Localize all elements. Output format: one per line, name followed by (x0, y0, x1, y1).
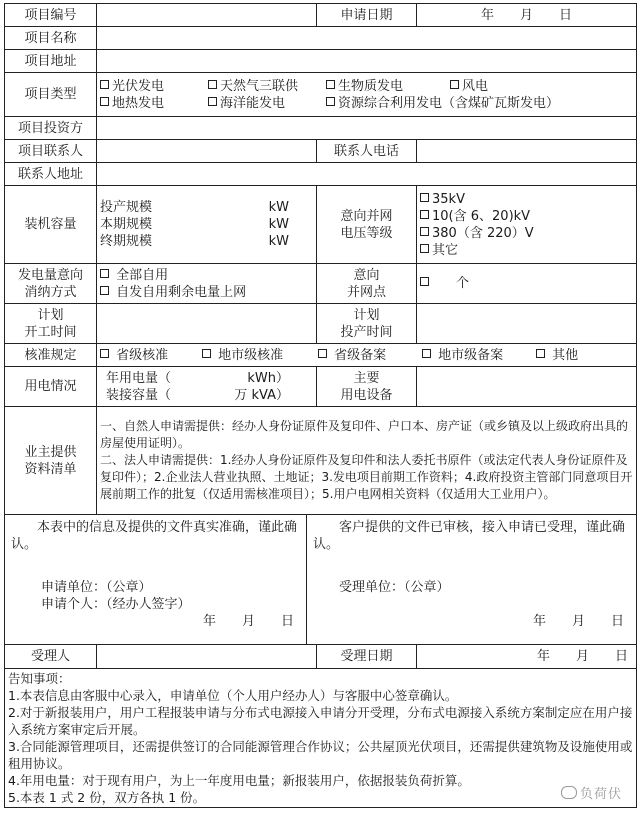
checkbox-icon[interactable] (208, 80, 217, 89)
capacity-row: 终期规模 kW (100, 234, 290, 249)
power-use-fields[interactable] (97, 367, 317, 407)
project-addr-field[interactable] (97, 50, 637, 73)
notice-section (5, 669, 637, 808)
notice-item: 5.本表 1 式 2 份，双方各执 1 份。 (8, 790, 206, 805)
checkbox-icon[interactable] (422, 349, 431, 358)
capacity-label: 装机容量 (5, 186, 97, 264)
owner-docs-item: 一、自然人申请需提供：经办人身份证原件及复印件、户口本、房产证（或乡镇及以上级政府出具的房屋使用证明）。 (100, 419, 629, 450)
receiver-label: 受理人 (5, 645, 97, 669)
approval-option[interactable]: 省级核准 (100, 347, 202, 364)
applicant-date[interactable]: 年 月 日 (202, 614, 294, 629)
project-name-field[interactable] (97, 27, 637, 50)
main-equip-label: 主要 用电设备 (317, 367, 417, 407)
acceptor-confirm: 客户提供的文件已审核，接入申请已受理，谨此确认。 受理单位：（公章） 年 月 日 (307, 515, 637, 645)
acceptor-date[interactable]: 年 月 日 (533, 614, 625, 629)
notice-item: 2.对于新报装用户，用户工程报装申请与分布式电源接入申请分开受理，分布式电源接入系统方案制定应在用户接入系统方案审定后开展。 (8, 705, 633, 737)
project-type-label: 项目类型 (5, 73, 97, 117)
checkbox-icon[interactable] (208, 97, 217, 106)
annual-use-row: 年用电量（ kWh） (106, 370, 290, 386)
voltage-option[interactable]: 其它 (420, 242, 633, 259)
checkbox-icon[interactable] (450, 80, 459, 89)
plan-prod-label: 计划 投产时间 (317, 304, 417, 344)
install-cap-row: 装接容量（ 万 kVA） (106, 387, 290, 403)
contact-addr-field[interactable] (97, 163, 637, 186)
watermark: 负荷伏 (561, 783, 622, 802)
capacity-row: 投产规模 kW (100, 200, 290, 215)
type-option[interactable]: 海洋能发电 (208, 95, 326, 112)
notice-item: 4.年用电量：对于现有用户，为上一年度用电量；新报装用户，依据报装负荷折算。 (8, 773, 470, 788)
checkbox-icon[interactable] (420, 227, 429, 236)
notice-item: 1.本表信息由客服中心录入，申请单位（个人用户经办人）与客服中心签章确认。 (8, 688, 458, 703)
contact-phone-field[interactable] (417, 140, 637, 163)
applicant-unit-sign[interactable]: 申请单位：（公章） (41, 580, 152, 595)
project-no-label: 项目编号 (5, 4, 97, 27)
approval-option[interactable]: 地市级备案 (422, 347, 536, 364)
plan-prod-field[interactable] (417, 304, 637, 344)
grid-point-field[interactable]: 个 (417, 264, 637, 304)
checkbox-icon[interactable] (100, 286, 109, 295)
power-use-label: 用电情况 (5, 367, 97, 407)
consume-option[interactable]: 自发自用剩余电量上网 (100, 284, 313, 301)
voltage-option[interactable]: 380（含 220）V (420, 225, 633, 242)
type-option[interactable]: 生物质发电 (326, 78, 450, 95)
applicant-person-sign[interactable]: 申请个人：（经办人签字） (41, 597, 191, 612)
accept-date-field[interactable]: 年 月 日 (417, 645, 637, 669)
owner-docs-label: 业主提供 资料清单 (5, 407, 97, 515)
checkbox-icon[interactable] (318, 349, 327, 358)
voltage-label: 意向并网 电压等级 (317, 186, 417, 264)
applicant-confirm: 本表中的信息及提供的文件真实准确，谨此确认。 申请单位：（公章） 申请个人：（经办人签字） 年 月 日 (5, 515, 307, 645)
consume-options (97, 264, 317, 304)
project-no-field[interactable] (97, 4, 317, 27)
accept-date-label: 受理日期 (317, 645, 417, 669)
main-equip-field[interactable] (417, 367, 637, 407)
apply-date-field[interactable]: 年 月 日 (417, 4, 637, 27)
approval-option[interactable]: 其他 (536, 348, 578, 363)
checkbox-icon[interactable] (420, 210, 429, 219)
project-name-label: 项目名称 (5, 27, 97, 50)
form-table (4, 3, 637, 808)
type-option[interactable]: 地热发电 (100, 95, 208, 112)
checkbox-icon[interactable] (100, 269, 109, 278)
apply-date-label: 申请日期 (317, 4, 417, 27)
approval-label: 核准规定 (5, 344, 97, 367)
receiver-field[interactable] (97, 645, 317, 669)
application-form (4, 3, 636, 808)
type-option[interactable]: 资源综合利用发电（含煤矿瓦斯发电） (326, 96, 559, 111)
plan-start-label: 计划 开工时间 (5, 304, 97, 344)
capacity-row: 本期规模 kW (100, 217, 290, 232)
type-option[interactable]: 光伏发电 (100, 78, 208, 95)
voltage-option[interactable]: 35kV (420, 191, 633, 208)
owner-docs-item: 二、法人申请需提供：1.经办人身份证原件及复印件和法人委托书原件（或法定代表人身份证原件及复印件）；2.企业法人营业执照、土地证；3.发电项目前期工作资料；4.政府投资主管部门同意项目开展前期工作的批复（仅适用需核准项目）；5.用户电网相关资料（仅适用大工业用户）。 (100, 453, 633, 501)
investor-label: 项目投资方 (5, 117, 97, 140)
checkbox-icon[interactable] (326, 80, 335, 89)
project-type-options (97, 73, 637, 117)
wechat-icon (561, 786, 577, 799)
contact-field[interactable] (97, 140, 317, 163)
capacity-fields[interactable] (97, 186, 317, 264)
type-option[interactable]: 天然气三联供 (208, 78, 326, 95)
checkbox-icon[interactable] (420, 244, 429, 253)
contact-addr-label: 联系人地址 (5, 163, 97, 186)
checkbox-icon[interactable] (420, 193, 429, 202)
accept-unit-sign[interactable]: 受理单位：（公章） (339, 580, 450, 595)
approval-option[interactable]: 省级备案 (318, 347, 422, 364)
owner-docs-list (97, 407, 637, 515)
checkbox-icon[interactable] (100, 349, 109, 358)
type-option[interactable]: 风电 (450, 79, 488, 94)
checkbox-icon[interactable] (202, 349, 211, 358)
notice-item: 3.合同能源管理项目，还需提供签订的合同能源管理合作协议；公共屋顶光伏项目，还需提供建筑物及设施使用或租用协议。 (8, 739, 633, 771)
approval-option[interactable]: 地市级核准 (202, 347, 318, 364)
checkbox-icon[interactable] (326, 97, 335, 106)
checkbox-icon[interactable] (100, 97, 109, 106)
consume-option[interactable]: 全部自用 (100, 267, 313, 284)
voltage-options (417, 186, 637, 264)
consume-label: 发电量意向 消纳方式 (5, 264, 97, 304)
grid-point-label: 意向 并网点 (317, 264, 417, 304)
checkbox-icon[interactable] (100, 80, 109, 89)
investor-field[interactable] (97, 117, 637, 140)
project-addr-label: 项目地址 (5, 50, 97, 73)
contact-phone-label: 联系人电话 (317, 140, 417, 163)
voltage-option[interactable]: 10(含 6、20)kV (420, 208, 633, 225)
checkbox-icon[interactable] (420, 277, 429, 286)
approval-options (97, 344, 637, 367)
contact-label: 项目联系人 (5, 140, 97, 163)
plan-start-field[interactable] (97, 304, 317, 344)
checkbox-icon[interactable] (536, 349, 545, 358)
notice-title: 告知事项： (8, 671, 71, 686)
